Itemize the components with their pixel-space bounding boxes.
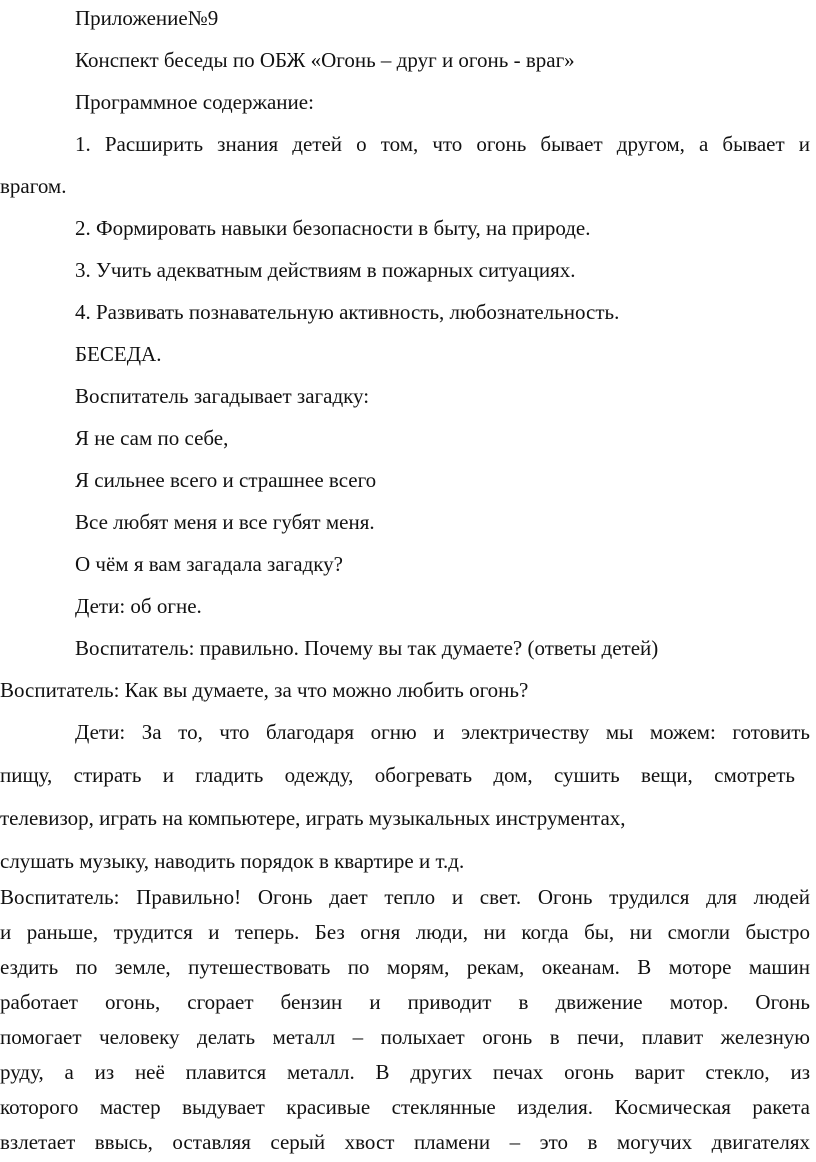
teacher-paragraph-line-5: помогает человеку делать металл – полыхает огонь в печи, плавит железную: [0, 1025, 810, 1049]
document-title: Конспект беседы по ОБЖ «Огонь – друг и огонь - враг»: [75, 48, 575, 72]
teacher-paragraph-line-3: ездить по земле, путешествовать по морям, рекам, океанам. В моторе машин: [0, 955, 810, 979]
goal-2: 2. Формировать навыки безопасности в быту, на природе.: [75, 216, 591, 240]
talk-heading: БЕСЕДА.: [75, 342, 162, 366]
kids-answer-1: Дети: об огне.: [75, 594, 202, 618]
kids-answer-2-line-1: Дети: За то, что благодаря огню и электричеству мы можем: готовить: [75, 720, 810, 744]
goal-1-line-1: 1. Расширить знания детей о том, что огонь бывает другом, а бывает и: [75, 132, 810, 156]
teacher-paragraph-line-2: и раньше, трудится и теперь. Без огня люди, ни когда бы, ни смогли быстро: [0, 920, 810, 944]
riddle-question: О чём я вам загадала загадку?: [75, 552, 343, 576]
kids-answer-2-line-4: слушать музыку, наводить порядок в квартире и т.д.: [0, 849, 465, 873]
teacher-paragraph-line-1: Воспитатель: Правильно! Огонь дает тепло и свет. Огонь трудился для людей: [0, 885, 810, 909]
riddle-line-3: Все любят меня и все губят меня.: [75, 510, 375, 534]
goal-4: 4. Развивать познавательную активность, любознательность.: [75, 300, 620, 324]
riddle-line-1: Я не сам по себе,: [75, 426, 229, 450]
goal-1-line-2: врагом.: [0, 174, 67, 198]
goal-3: 3. Учить адекватным действиям в пожарных ситуациях.: [75, 258, 576, 282]
program-heading: Программное содержание:: [75, 90, 314, 114]
teacher-paragraph-line-8: взлетает ввысь, оставляя серый хвост пламени – это в могучих двигателях: [0, 1130, 810, 1154]
riddle-intro: Воспитатель загадывает загадку:: [75, 384, 370, 408]
riddle-line-2: Я сильнее всего и страшнее всего: [75, 468, 377, 492]
kids-answer-2-line-3: телевизор, играть на компьютере, играть музыкальных инструментах,: [0, 806, 626, 830]
teacher-line-2: Воспитатель: Как вы думаете, за что можно любить огонь?: [0, 678, 529, 702]
teacher-paragraph-line-6: руду, а из неё плавится металл. В других печах огонь варит стекло, из: [0, 1060, 810, 1084]
appendix-label: Приложение№9: [75, 6, 219, 30]
teacher-paragraph-line-7: которого мастер выдувает красивые стеклянные изделия. Космическая ракета: [0, 1095, 810, 1119]
teacher-paragraph-line-4: работает огонь, сгорает бензин и приводит в движение мотор. Огонь: [0, 990, 810, 1014]
kids-answer-2-line-2: пищу, стирать и гладить одежду, обогревать дом, сушить вещи, смотреть: [0, 763, 795, 787]
teacher-line-1: Воспитатель: правильно. Почему вы так думаете? (ответы детей): [75, 636, 659, 660]
